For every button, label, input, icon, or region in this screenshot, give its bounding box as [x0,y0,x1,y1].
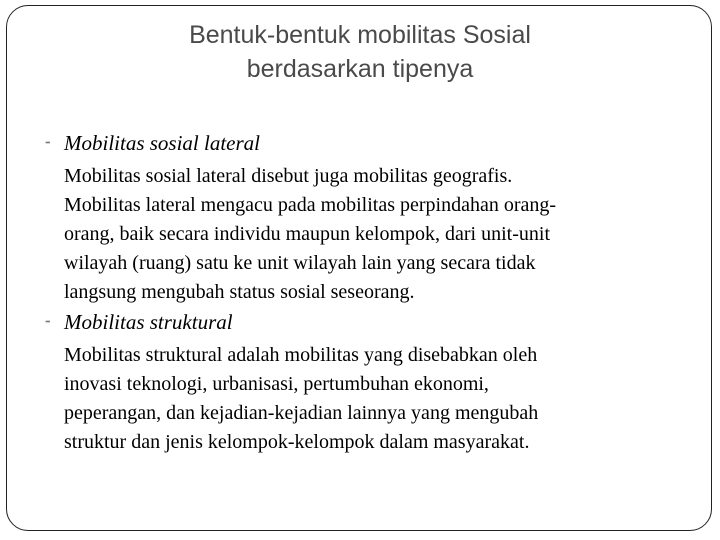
paragraph-line: orang, baik secara individu maupun kelompok, dari unit-unit [64,223,550,245]
paragraph-line: Mobilitas sosial lateral disebut juga mobilitas geografis. [64,165,513,187]
bullet-icon: ⁃ [44,315,52,331]
paragraph-line: Mobilitas struktural adalah mobilitas yang disebabkan oleh [64,344,538,366]
title-line: Bentuk-bentuk mobilitas Sosial [189,21,531,49]
paragraph-line: peperangan, dan kejadian-kejadian lainnya yang mengubah [64,402,539,424]
paragraph-line: struktur dan jenis kelompok-kelompok dalam masyarakat. [64,431,530,453]
bullet-heading-struktural [44,307,664,337]
paragraph-lateral [64,162,664,307]
paragraph-line: inovasi teknologi, urbanisasi, pertumbuhan ekonomi, [64,373,489,395]
slide-content [44,128,664,457]
paragraph-line: wilayah (ruang) satu ke unit wilayah lain yang secara tidak [64,252,536,274]
paragraph-line: Mobilitas lateral mengacu pada mobilitas perpindahan orang- [64,194,557,216]
bullet-icon: ⁃ [44,136,52,152]
heading-text: Mobilitas struktural [64,310,233,334]
bullet-heading-lateral [44,128,664,158]
paragraph-struktural [64,341,664,457]
paragraph-line: langsung mengubah status sosial seseorang. [64,281,415,303]
heading-text: Mobilitas sosial lateral [64,131,261,155]
title-line: berdasarkan tipenya [246,55,474,83]
slide-title [0,18,720,86]
